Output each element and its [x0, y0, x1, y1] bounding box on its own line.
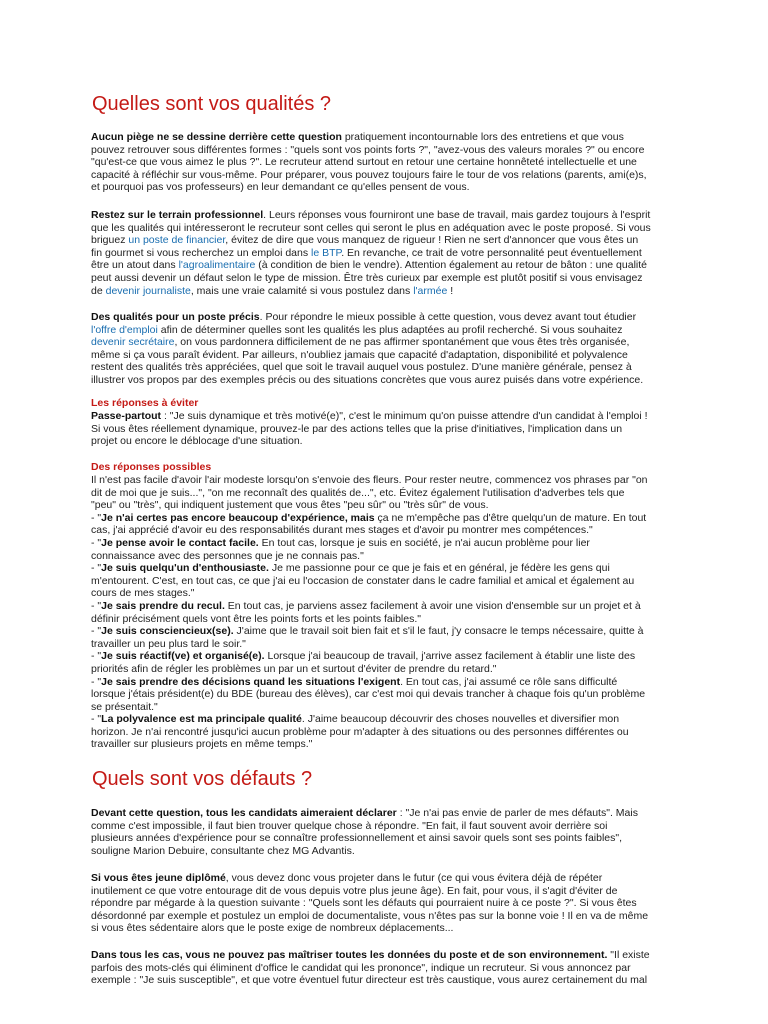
text-line: se présentait." [91, 700, 158, 713]
text-line: J'aime que le travail soit bien fait et s'il le faut, j'y consacre le temps nécessaire, quitte à [233, 625, 644, 638]
list-dash: - " [91, 650, 102, 663]
text-line: souligne Marion Debuire, consultante chez MG Advantis. [91, 844, 355, 857]
list-dash: - " [91, 675, 102, 688]
lead-text: Si vous êtes jeune diplômé [91, 872, 226, 884]
lead-text: Devant cette question, tous les candidats aimeraient déclarer [91, 807, 397, 819]
text-line: projet ou encore le déblocage d'une situation. [91, 435, 303, 448]
list-dash: - " [91, 562, 102, 575]
lead-text: Des qualités pour un poste précis [91, 311, 260, 323]
text-line: et pourquoi pas vos professeurs) en leur demandant ce qu'elles pensent de vous. [91, 181, 470, 194]
text-line: si vous êtes sédentaire alors que le poste exige de nombreux déplacements... [91, 922, 454, 935]
text-line: : "Je n'ai pas envie de parler de mes défauts". Mais [396, 807, 638, 819]
list-dash: - " [91, 625, 102, 638]
text-line: En tout cas, lorsque je suis en société, je n'ai aucun problème pour lier [258, 536, 590, 549]
lead-text: Je suis consciencieux(se). [101, 625, 234, 638]
list-dash: - " [91, 599, 102, 612]
paragraph-poste-precis [91, 311, 681, 387]
text-line: pouvez retrouver sous différentes formes : "quels sont vos points forts ?", "avez-vous des valeurs morales ?" ou encore [91, 143, 645, 156]
text-line: peut aussi devenir un défaut selon le type de mission. Être très curieux par exemple est plutôt positif si vous envisagez [91, 271, 643, 284]
text-line: Je me passionne pour ce que je fais et en général, je fédère les gens qui [268, 562, 610, 575]
text-line: répondre par mégarde à la question suivante : "Quels sont les défauts qui pourraient nuire à ce poste ?". Si vous êtes [91, 897, 637, 910]
text-line: Si vous êtes réellement dynamique, prouvez-le par des actions telles que la prise d'initiatives, l'implication dans un [91, 422, 623, 435]
link-offre-emploi[interactable]: l'offre d'emploi [91, 323, 158, 336]
list-dash: - " [91, 536, 102, 549]
text-line: , on vous pardonnera difficilement de ne pas affirmer spontanément que vous êtes très organisée, [174, 336, 630, 349]
text-line: cas, j'ai apprécié d'avoir eu des responsabilités durant mes stages et d'avoir pu montrer mes compétences." [91, 524, 593, 537]
text-line: illustrer vos propos par des exemples précis ou des situations concrètes que vous aurez puisés dans votre expérience. [91, 373, 644, 386]
text-line: . J'aime beaucoup découvrir des choses nouvelles et diversifier mon [301, 713, 620, 726]
heading-defauts: Quels sont vos défauts ? [92, 768, 313, 790]
list-dash: - " [91, 713, 102, 726]
subheading-possibles: Des réponses possibles [91, 461, 212, 473]
text-line: parfois des mots-clés qui éliminent d'office le candidat qui les prononce", indique un recruteur. Si vous annoncez par [91, 961, 631, 974]
text-line: restent des qualités très appréciées, quel que soit le travail auquel vous postulez. D'une manière générale, pensez à [91, 361, 632, 374]
lead-text: Je suis réactif(ve) et organisé(e). [101, 650, 265, 663]
link-armee[interactable]: l'armée [413, 284, 448, 297]
link-poste-financier[interactable]: un poste de financier [128, 234, 226, 247]
text-line: travailler un peu plus tard le soir." [91, 637, 246, 650]
text-line: désordonné par exemple et postulez un emploi de documentaliste, vous n'êtes pas sur la bonne voie ! Il en va de même [91, 909, 649, 922]
text-line: priorités afin de régler les problèmes un par un et surtout d'éviter de prendre du retard." [91, 662, 497, 675]
text-line: : "Je suis dynamique et très motivé(e)", c'est le minimum qu'on puisse attendre d'un candidat à l'emploi ! [161, 410, 648, 422]
text-line: . Leurs réponses vous fourniront une base de travail, mais gardez toujours à l'esprit [263, 209, 651, 221]
paragraph-tous-les-cas [91, 949, 681, 987]
text-line: . Pour répondre le mieux possible à cette question, vous devez avant tout étudier [259, 311, 637, 323]
text-line: Lorsque j'ai beaucoup de travail, j'arrive assez facilement à établir une liste des [264, 650, 636, 663]
text-line: m'entourent. C'est, en tout cas, ce que j'ai eu l'occasion de constater dans le cadre familial et amical et également au [91, 574, 635, 587]
text-line: connaissance avec des personnes que je ne connais pas." [91, 549, 364, 562]
text-line: inutilement ce que votre entourage dit de vous depuis votre plus jeune âge). En fait, pour vous, il s'agit d'éviter de [91, 884, 618, 897]
text-line: En tout cas, je parviens assez facilement à avoir une vision d'ensemble sur un projet et à [224, 599, 641, 612]
subheading-eviter: Les réponses à éviter [91, 397, 199, 409]
text-line: comme c'est impossible, il faut bien trouver quelque chose à répondre. "En fait, il faut souvent avoir derrière soi [91, 819, 608, 832]
lead-text: Je sais prendre du recul. [101, 599, 225, 612]
paragraph-intro [91, 131, 681, 194]
text-line: briguez [91, 234, 129, 247]
link-devenir-secretaire[interactable]: devenir secrétaire [91, 336, 175, 349]
text-line: être un atout dans [91, 259, 179, 272]
paragraph-devant-question [91, 807, 681, 857]
text-line: dit de moi que je suis...", "on me reconnaît des qualités de...", etc. Évitez également l'utilisation d'adverbes tels que [91, 486, 625, 499]
lead-text: Je sais prendre des décisions quand les situations l'exigent [101, 675, 401, 688]
text-line: lorsque j'étais président(e) du BDE (bureau des élèves), car c'est moi qui devais trancher à chaque fois qu'un problème [91, 688, 646, 701]
text-line: ! [447, 284, 454, 297]
lead-text: Je pense avoir le contact facile. [101, 536, 259, 549]
link-devenir-journaliste[interactable]: devenir journaliste [105, 284, 191, 297]
text-line: , vous devez donc vous projeter dans le futur (ce qui vous évitera déjà de répéter [225, 872, 603, 884]
text-line: pratiquement incontournable lors des entretiens et que vous [341, 131, 624, 143]
paragraph-passe-partout [91, 410, 681, 448]
text-line: Il n'est pas facile d'avoir l'air modeste lorsqu'on s'envoie des fleurs. Pour rester neutre, commencez vos phrases par "on [91, 474, 648, 486]
text-line: afin de déterminer quelles sont les qualités les plus adaptées au profil recherché. Si vous souhaitez [157, 323, 623, 336]
text-line: "Il existe [607, 949, 650, 961]
text-line: définir précisément quels vont être les points forts et les points faibles." [91, 612, 421, 625]
text-line: travailler sur plusieurs projets en même temps." [91, 738, 313, 751]
text-line: horizon. Je n'ai rencontré jusqu'ici aucun problème pour m'adapter à des situations ou des personnes différentes ou [91, 725, 629, 738]
link-agroalimentaire[interactable]: l'agroalimentaire [178, 259, 256, 272]
text-line: , évitez de dire que vous manquez de rigueur ! Rien ne sert d'annoncer que vous êtes un [225, 234, 639, 247]
lead-text: Aucun piège ne se dessine derrière cette question [91, 131, 342, 143]
heading-qualites: Quelles sont vos qualités ? [92, 93, 332, 115]
text-line: , mais une vraie calamité si vous postulez dans [190, 284, 414, 297]
list-dash: - " [91, 511, 102, 524]
text-line: plusieurs années d'expérience pour se connaître professionnellement et ainsi savoir quels sont ses points faibles", [91, 832, 623, 845]
text-line: ça ne m'empêche pas d'être quelqu'un de mature. En tout [374, 511, 647, 524]
text-line: que les qualités qui intéresseront le recruteur sont celles qui seront le plus en adéquation avec le poste proposé. Si vous [91, 221, 651, 234]
lead-text: Je suis quelqu'un d'enthousiaste. [101, 562, 269, 575]
lead-text: Dans tous les cas, vous ne pouvez pas maîtriser toutes les données du poste et de son environnement. [91, 949, 608, 961]
text-line: même si ça vous paraît évident. Par ailleurs, n'oubliez jamais que capacité d'adaptation, disponibilité et polyvalence [91, 348, 628, 361]
lead-text: La polyvalence est ma principale qualité [101, 713, 302, 726]
text-line: "peu" ou "très", qui indiquent justement que vous êtes "peu sûr" ou "très sûr" de vous. [91, 499, 489, 512]
text-line: . En revanche, ce trait de votre personnalité peut éventuellement [341, 246, 642, 259]
paragraph-terrain [91, 209, 681, 297]
paragraph-jeune-diplome [91, 872, 681, 935]
paragraph-reponses-possibles [91, 474, 681, 751]
text-line: exemple : "Je suis susceptible", et que votre éventuel futur directeur est très caustique, vous aurez certainement du mal [91, 974, 648, 987]
text-line: . En tout cas, j'ai assumé ce rôle sans difficulté [400, 675, 618, 688]
text-line: "qu'est-ce que vous aimez le plus ?". Le recruteur attend surtout en retour une certaine honnêteté intellectuelle et une [91, 156, 637, 169]
text-line: fin gourmet si vous recherchez un emploi dans [91, 246, 312, 259]
text-line: capacité à réfléchir sur vous-même. Pour préparer, vous pouvez toujours faire le tour de vos relations (parents, ami(e)s, [91, 168, 647, 181]
link-btp[interactable]: le BTP [311, 246, 342, 259]
text-line: (à condition de bien le vendre). Attention également au retour de bâton : une qualité [255, 259, 647, 272]
lead-text: Je n'ai certes pas encore beaucoup d'expérience, mais [101, 511, 375, 524]
lead-text: Passe-partout [91, 410, 162, 422]
lead-text: Restez sur le terrain professionnel [91, 209, 264, 221]
text-line: de [91, 284, 106, 297]
text-line: cours de mes stages." [91, 587, 195, 600]
